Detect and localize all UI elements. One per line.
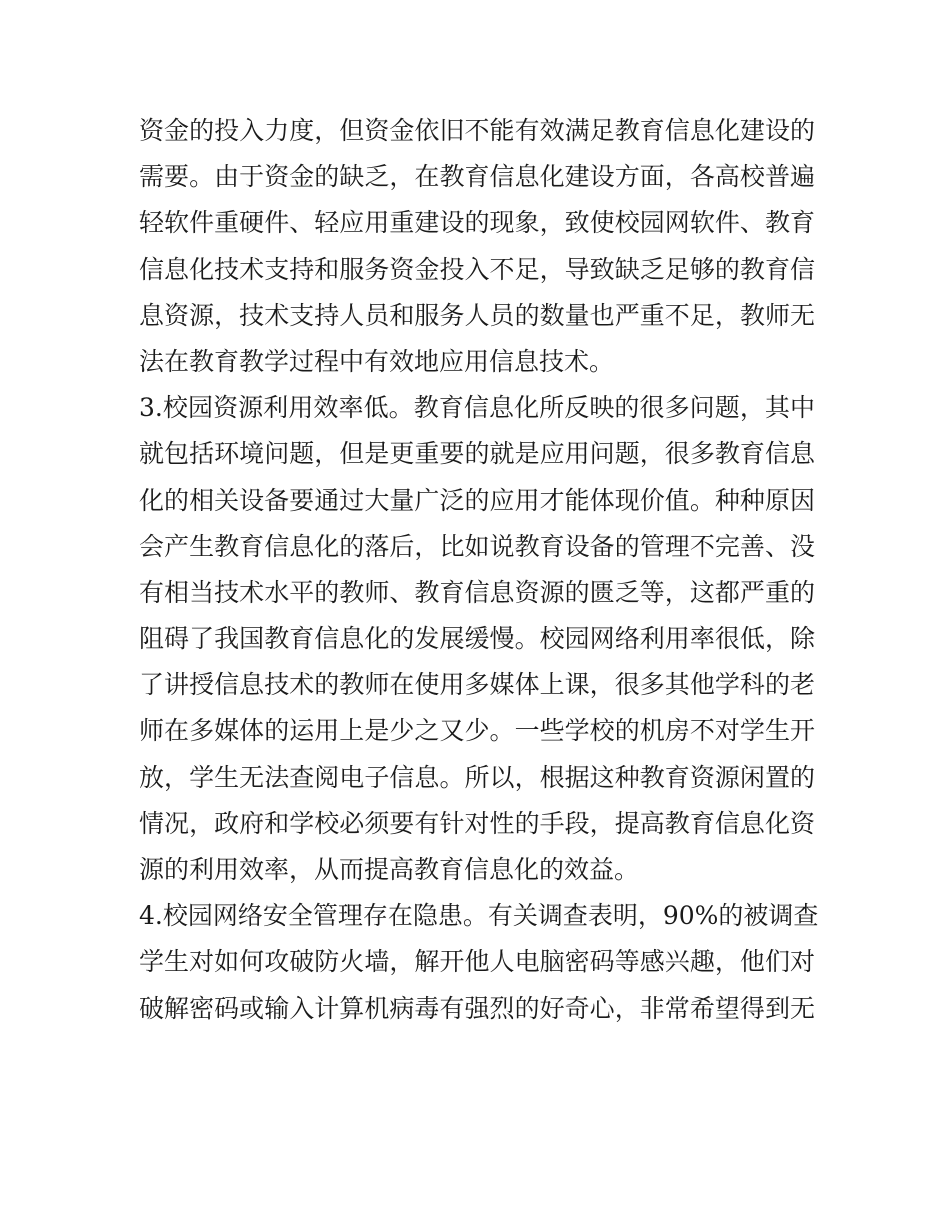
text-line: 法在教育教学过程中有效地应用信息技术。	[139, 346, 615, 376]
body-text	[139, 108, 819, 1032]
text-line: 阻碍了我国教育信息化的发展缓慢。校园网络利用率很低，除	[139, 624, 815, 654]
text-line: 息资源，技术支持人员和服务人员的数量也严重不足，教师无	[139, 300, 815, 330]
text-line: 情况，政府和学校必须要有针对性的手段，提高教育信息化资	[139, 808, 815, 838]
section-heading-line: 4.校园网络安全管理存在隐患。有关调查表明，90%的被调查	[139, 901, 819, 931]
text-line: 会产生教育信息化的落后，比如说教育设备的管理不完善、没	[139, 531, 815, 561]
text-line: 就包括环境问题，但是更重要的就是应用问题，很多教育信息	[139, 439, 815, 469]
text-line: 源的利用效率，从而提高教育信息化的效益。	[139, 855, 640, 884]
text-line: 学生对如何攻破防火墙，解开他人电脑密码等感兴趣，他们对	[139, 947, 815, 977]
text-line: 资金的投入力度，但资金依旧不能有效满足教育信息化建设的	[139, 116, 815, 145]
text-line: 放，学生无法查阅电子信息。所以，根据这种教育资源闲置的	[139, 762, 815, 792]
text-line: 信息化技术支持和服务资金投入不足，导致缺乏足够的教育信	[139, 254, 815, 284]
text-line: 师在多媒体的运用上是少之又少。一些学校的机房不对学生开	[139, 716, 815, 746]
text-line: 了讲授信息技术的教师在使用多媒体上课，很多其他学科的老	[139, 670, 815, 700]
text-line: 轻软件重硬件、轻应用重建设的现象，致使校园网软件、教育	[139, 208, 815, 238]
text-line: 破解密码或输入计算机病毒有强烈的好奇心，非常希望得到无	[139, 993, 815, 1023]
text-line: 需要。由于资金的缺乏，在教育信息化建设方面，各高校普遍	[139, 162, 815, 192]
text-line: 化的相关设备要通过大量广泛的应用才能体现价值。种种原因	[139, 485, 815, 515]
section-heading-line: 3.校园资源利用效率低。教育信息化所反映的很多问题，其中	[139, 393, 815, 423]
text-line: 有相当技术水平的教师、教育信息资源的匮乏等，这都严重的	[139, 577, 815, 607]
